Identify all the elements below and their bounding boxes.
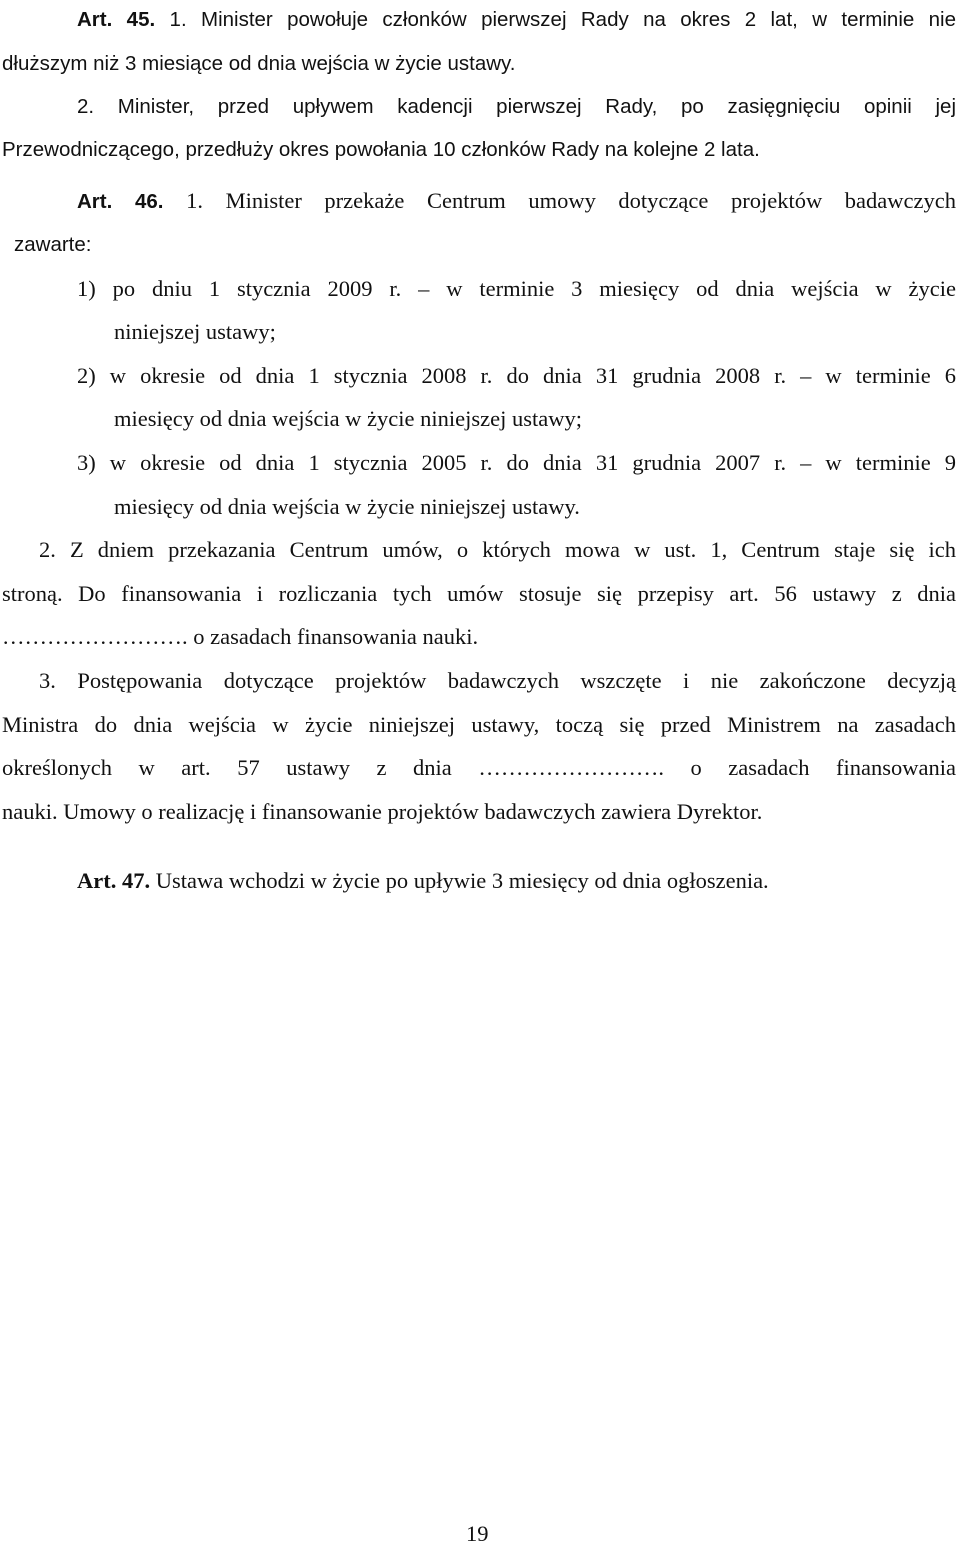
art46-item3-line1: 3) w okresie od dnia 1 stycznia 2005 r. do dnia 31 grudnia 2007 r. – w terminie 9 (77, 450, 956, 475)
art46-p3-line1: 3. Postępowania dotyczące projektów badawczych wszczęte i nie zakończone decyzją (39, 668, 956, 693)
art45-label: Art. 45. (77, 8, 156, 31)
art46-item2-line1: 2) w okresie od dnia 1 stycznia 2008 r. do dnia 31 grudnia 2008 r. – w terminie 6 (77, 363, 956, 388)
art47-paragraph (77, 867, 769, 895)
art45-p2-line2: Przewodniczącego, przedłuży okres powołania 10 członków Rady na kolejne 2 lata. (2, 138, 760, 161)
art46-label: Art. 46. (77, 190, 164, 213)
art45-p2-line1: 2. Minister, przed upływem kadencji pierwszej Rady, po zasięgnięciu opinii jej (77, 95, 956, 118)
page-number: 19 (466, 1521, 489, 1546)
art46-p2-line2: stroną. Do finansowania i rozliczania tych umów stosuje się przepisy art. 56 ustawy z dnia (2, 581, 956, 606)
art47-text: Ustawa wchodzi w życie po upływie 3 miesięcy od dnia ogłoszenia. (155, 868, 769, 893)
art46-item2-line2: miesięcy od dnia wejścia w życie niniejszej ustawy; (114, 406, 582, 431)
art46-p3-line3: określonych w art. 57 ustawy z dnia ……………………. o zasadach finansowania (2, 755, 956, 780)
art46-p2-line1: 2. Z dniem przekazania Centrum umów, o których mowa w ust. 1, Centrum staje się ich (39, 537, 956, 562)
art46-p1-line2: zawarte: (14, 233, 92, 256)
art45-p1-line1: Art. 45. 1. Minister powołuje członków pierwszej Rady na okres 2 lat, w terminie nie (77, 8, 957, 31)
art46-p2-line3: ……………………. o zasadach finansowania nauki. (2, 624, 479, 649)
art46-item1-line1: 1) po dniu 1 stycznia 2009 r. – w terminie 3 miesięcy od dnia wejścia w życie (77, 276, 956, 301)
art46-p1-line1: Art. 46. 1. Minister przekaże Centrum umowy dotyczące projektów badawczych (77, 188, 956, 213)
art46-item3-line2: miesięcy od dnia wejścia w życie niniejszej ustawy. (114, 494, 580, 519)
art47-label: Art. 47. (77, 868, 151, 893)
art46-p3-line2: Ministra do dnia wejścia w życie niniejszej ustawy, toczą się przed Ministrem na zasadach (2, 712, 956, 737)
art46-p3-line4: nauki. Umowy o realizację i finansowanie projektów badawczych zawiera Dyrektor. (2, 799, 763, 824)
art46-item1-line2: niniejszej ustawy; (114, 319, 276, 344)
art45-p1-line2: dłuższym niż 3 miesiące od dnia wejścia w życie ustawy. (2, 52, 516, 75)
